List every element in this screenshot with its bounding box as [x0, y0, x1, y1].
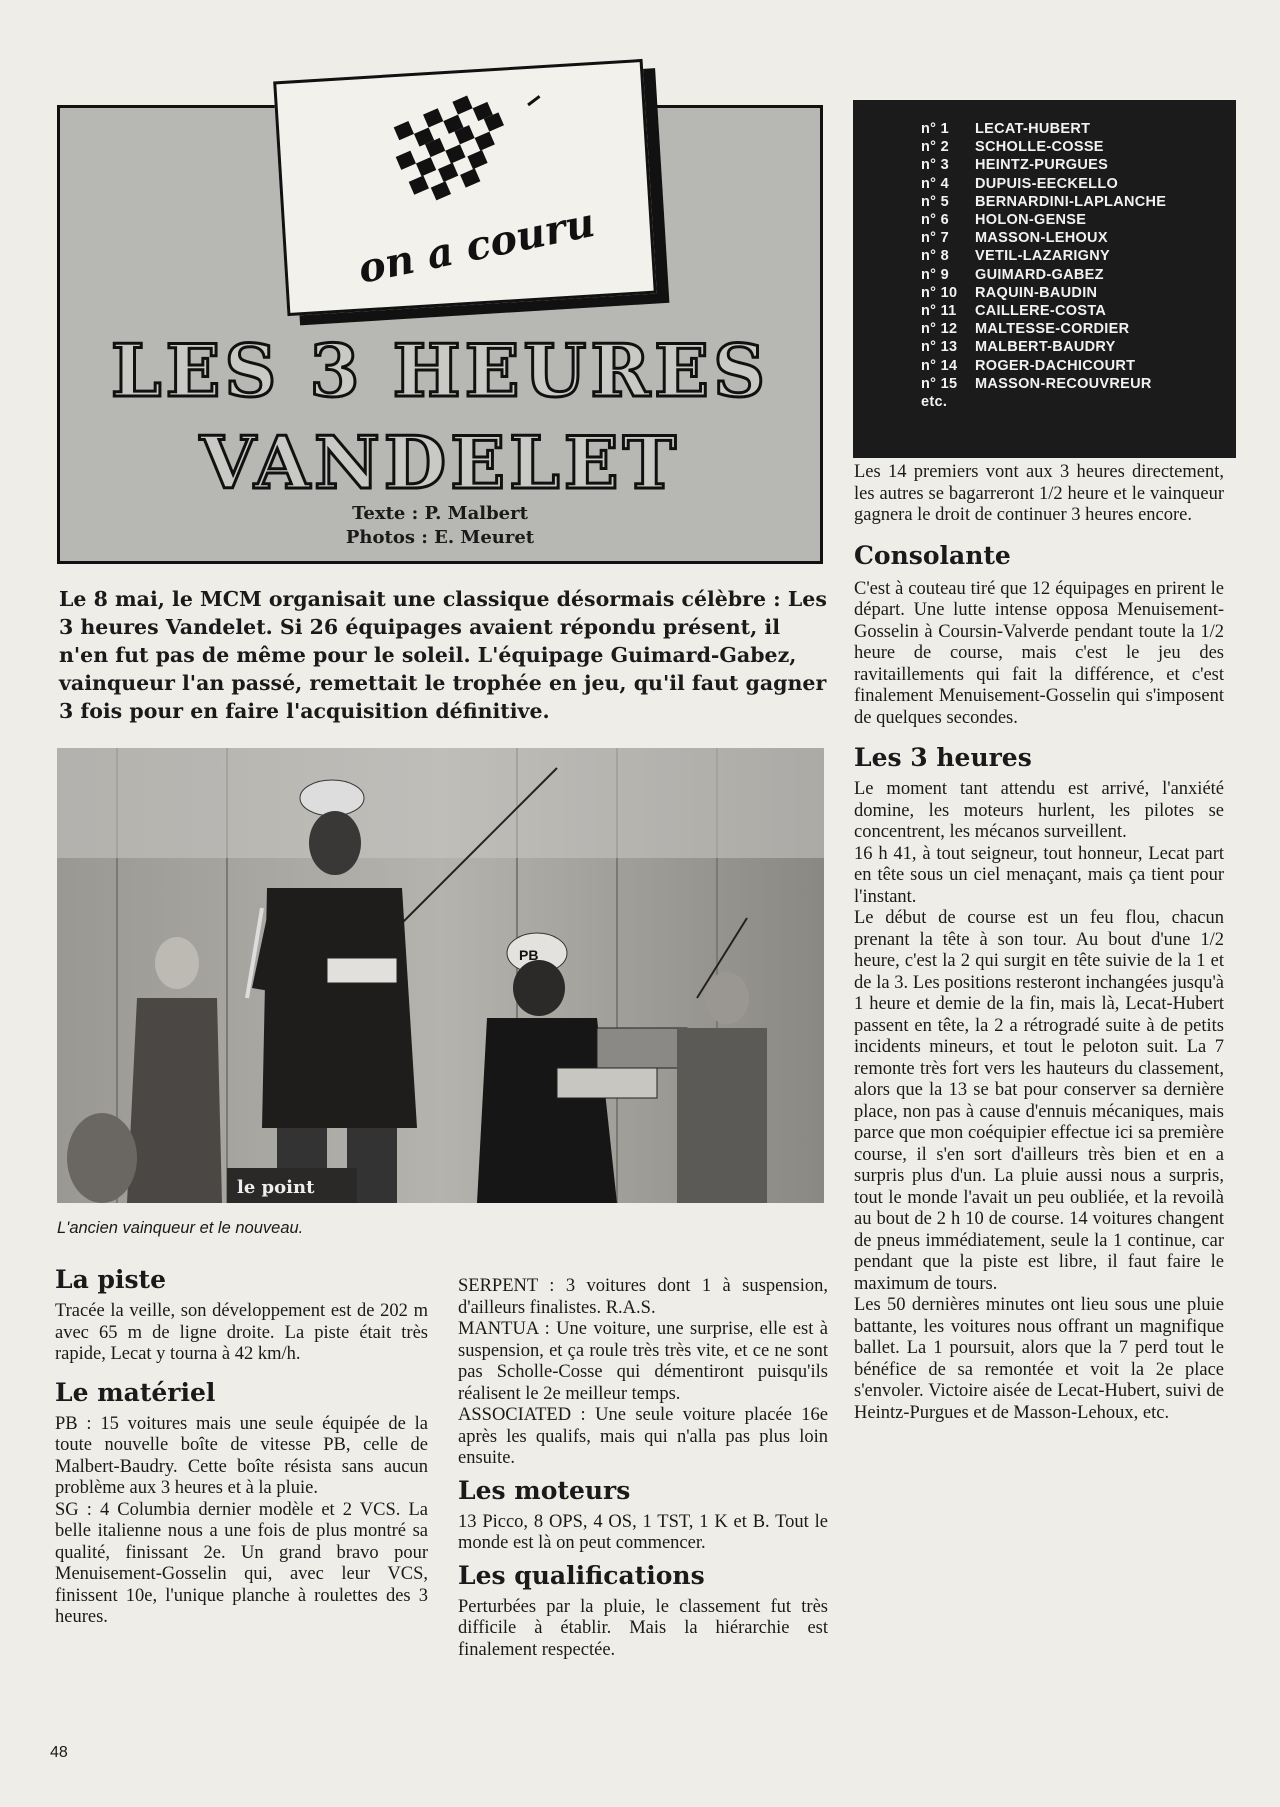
result-team: GUIMARD-GABEZ — [975, 266, 1104, 283]
result-team: MASSON-LEHOUX — [975, 230, 1108, 247]
result-team: MASSON-RECOUVREUR — [975, 375, 1152, 392]
result-number: n° 14 — [921, 357, 958, 374]
paragraph-piste: Tracée la veille, son développement est de 202 m avec 65 m de ligne droite. La piste était très rapide, Lecat y tourna à 42 km/h. — [55, 1301, 428, 1364]
result-number: n° 10 — [921, 284, 958, 301]
result-row — [921, 338, 1116, 356]
result-row — [921, 375, 1152, 393]
paragraph-sg: SG : 4 Columbia dernier modèle et 2 VCS. La belle italienne nous a une fois de plus montré sa qualité, finissant 2e. Un grand bravo pour Menuisement-Gosselin qui, avec leur VCS, finissent 10e, l'unique planche à roulettes des 3 heures. — [55, 1499, 428, 1627]
paragraph-3h-3: Le début de course est un feu flou, chacun prenant la tête à son tour. Au bout d'une 1/2 heure, c'est la 2 qui surgit en tête suivie de la 1 et de la 3. Les positions resteront inchangées jusqu'à 1 heure et demie de la fin, mais là, Lecat-Hubert passent en tête, la 2 a rétrogradé suite à de petits incidents mineurs, et tout le peloton suit. La 7 remonte très fort vers les hauteurs du classement, alors que la 13 se bat pour conserver sa dernière place, non pas à cause d'ennuis mécaniques, mais parce que mon coéquipier effectue ici sa première course, il s'en sort d'ailleurs très bien et en a surpris plus d'un. La pluie aussi nous a surpris, tout le monde l'avait un peu oubliée, et la revoilà au bout de 2 h 10 de course. 14 voitures changent de pneus immédiatement, seule la 1 continue, car pendant que la piste est libre, il faut faire le maximum de tours. — [854, 908, 1224, 1294]
title-line-2: VANDELET — [199, 420, 681, 505]
result-team: MALTESSE-CORDIER — [975, 321, 1130, 338]
result-number: n° 13 — [921, 339, 958, 356]
result-team: ROGER-DACHICOURT — [975, 357, 1136, 374]
heading-materiel: Le matériel — [55, 1377, 216, 1407]
result-number: n° 5 — [921, 193, 949, 210]
result-team: VETIL-LAZARIGNY — [975, 248, 1110, 265]
logo-panel — [273, 59, 657, 316]
cap-logo: PB — [519, 947, 539, 963]
results-etc: etc. — [921, 394, 948, 410]
result-number: n° 6 — [921, 212, 949, 228]
paragraph-serpent: SERPENT : 3 voitures dont 1 à suspension, d'ailleurs finalistes. R.A.S. — [458, 1276, 828, 1318]
page-number: 48 — [50, 1744, 68, 1761]
result-row — [921, 266, 1104, 284]
result-team: SCHOLLE-COSSE — [975, 139, 1104, 156]
result-team: HEINTZ-PURGUES — [975, 157, 1109, 174]
result-team: MALBERT-BAUDRY — [975, 339, 1116, 356]
column-3 — [854, 462, 1224, 1424]
paragraph-3h-4: Les 50 dernières minutes ont lieu sous une pluie battante, les voitures nous offrant un magnifique ballet. La 1 poursuit, alors que la 7 perd tout le bénéfice de sa remontée et voit la 2e place s'envoler. Victoire aisée de Lecat-Hubert, suivi de Heintz-Purgues et de Masson-Lehoux, etc. — [854, 1295, 1224, 1423]
result-number: n° 2 — [921, 139, 949, 156]
paragraph-pb: PB : 15 voitures mais une seule équipée de la toute nouvelle boîte de vitesse PB, celle de Malbert-Baudry. Cette boîte résista sans aucun problème aux 3 heures et à la pluie. — [55, 1413, 428, 1498]
column-1 — [55, 1265, 428, 1629]
result-row — [921, 357, 1135, 375]
heading-consolante: Consolante — [854, 540, 1011, 570]
paragraph-associated: ASSOCIATED : Une seule voiture placée 16e après les qualifs, mais qui n'alla pas plus loin ensuite. — [458, 1405, 828, 1468]
heading-piste: La piste — [55, 1265, 166, 1294]
paragraph-moteurs: 13 Picco, 8 OPS, 4 OS, 1 TST, 1 K et B. Tout le monde est là on peut commencer. — [458, 1511, 828, 1553]
result-team: RAQUIN-BAUDIN — [975, 284, 1098, 301]
result-number: n° 7 — [921, 230, 949, 247]
paragraph-top14: Les 14 premiers vont aux 3 heures directement, les autres se bagarreront 1/2 heure et le vainqueur gagnera le droit de continuer 3 heures encore. — [854, 462, 1224, 525]
race-photo — [57, 748, 824, 1203]
result-row — [921, 156, 1108, 174]
photo-sign: le point — [237, 1177, 315, 1198]
result-row — [921, 302, 1106, 320]
result-number: n° 1 — [921, 121, 949, 137]
result-row — [921, 138, 1104, 156]
paragraph-consolante: C'est à couteau tiré que 12 équipages en prirent le départ. Une lutte intense opposa Menuisement-Gosselin à Coursin-Valverde pendant toute la 1/2 heure de course, mais c'est le jeu des ravitaillements qui fait la différence, et c'est finalement Menuisement-Gosselin qui s'imposent de quelques secondes. — [854, 578, 1224, 728]
logo-text: on a couru — [354, 198, 599, 293]
result-number: n° 11 — [921, 303, 957, 319]
result-row — [921, 120, 1090, 138]
result-row — [921, 284, 1097, 302]
result-number: n° 12 — [921, 321, 958, 338]
photo-caption: L'ancien vainqueur et le nouveau. — [57, 1219, 304, 1237]
results-box — [853, 100, 1236, 458]
result-team: CAILLERE-COSTA — [975, 303, 1107, 319]
result-row — [921, 320, 1129, 338]
paragraph-mantua: MANTUA : Une voiture, une surprise, elle est à suspension, et ça roule très très vite, et ce ne sont pas Scholle-Cosse qui démentiront puisqu'ils réalisent le 2e meilleur temps. — [458, 1319, 828, 1404]
result-team: DUPUIS-EECKELLO — [975, 175, 1119, 192]
heading-3-heures: Les 3 heures — [854, 743, 1032, 772]
heading-qualifications: Les qualifications — [458, 1560, 705, 1590]
column-2 — [458, 1276, 828, 1661]
result-number: n° 8 — [921, 248, 949, 265]
photo-credit: Photos : E. Meuret — [345, 527, 535, 548]
result-number: n° 9 — [921, 266, 949, 283]
result-team: BERNARDINI-LAPLANCHE — [975, 193, 1167, 210]
result-team: HOLON-GENSE — [975, 212, 1087, 228]
heading-moteurs: Les moteurs — [458, 1475, 631, 1505]
intro-paragraph: Le 8 mai, le MCM organisait une classique désormais célèbre : Les 3 heures Vandelet. Si 26 équipages avaient répondu présent, il n'en fut pas de même pour le soleil. L'équipage Guimard-Gabez, vainqueur l'an passé, remettait le trophée en jeu, qu'il faut gagner 3 fois pour en faire l'acquisition définitive. — [59, 587, 827, 723]
title-line-1: LES 3 HEURES — [110, 328, 770, 413]
checkered-flag-icon — [377, 86, 555, 226]
paragraph-3h-1: Le moment tant attendu est arrivé, l'anxiété domine, les moteurs hurlent, les pilotes se concentrent, les mécanos surveillent. — [854, 779, 1224, 842]
credits — [57, 502, 823, 550]
result-row — [921, 175, 1118, 193]
result-number: n° 3 — [921, 157, 949, 174]
text-credit: Texte : P. Malbert — [352, 503, 528, 524]
paragraph-3h-2: 16 h 41, à tout seigneur, tout honneur, Lecat part en tête sous un ciel menaçant, mais ça tient pour l'instant. — [854, 843, 1224, 907]
result-team: LECAT-HUBERT — [975, 121, 1091, 137]
paragraph-qualifications: Perturbées par la pluie, le classement fut très difficile à établir. Mais la hiérarchie est finalement respectée. — [458, 1596, 828, 1660]
result-number: n° 15 — [921, 375, 958, 392]
result-row — [921, 247, 1110, 265]
result-number: n° 4 — [921, 175, 949, 192]
page-title — [57, 325, 823, 509]
result-row — [921, 193, 1166, 211]
result-row — [921, 211, 1086, 229]
result-row — [921, 229, 1108, 247]
